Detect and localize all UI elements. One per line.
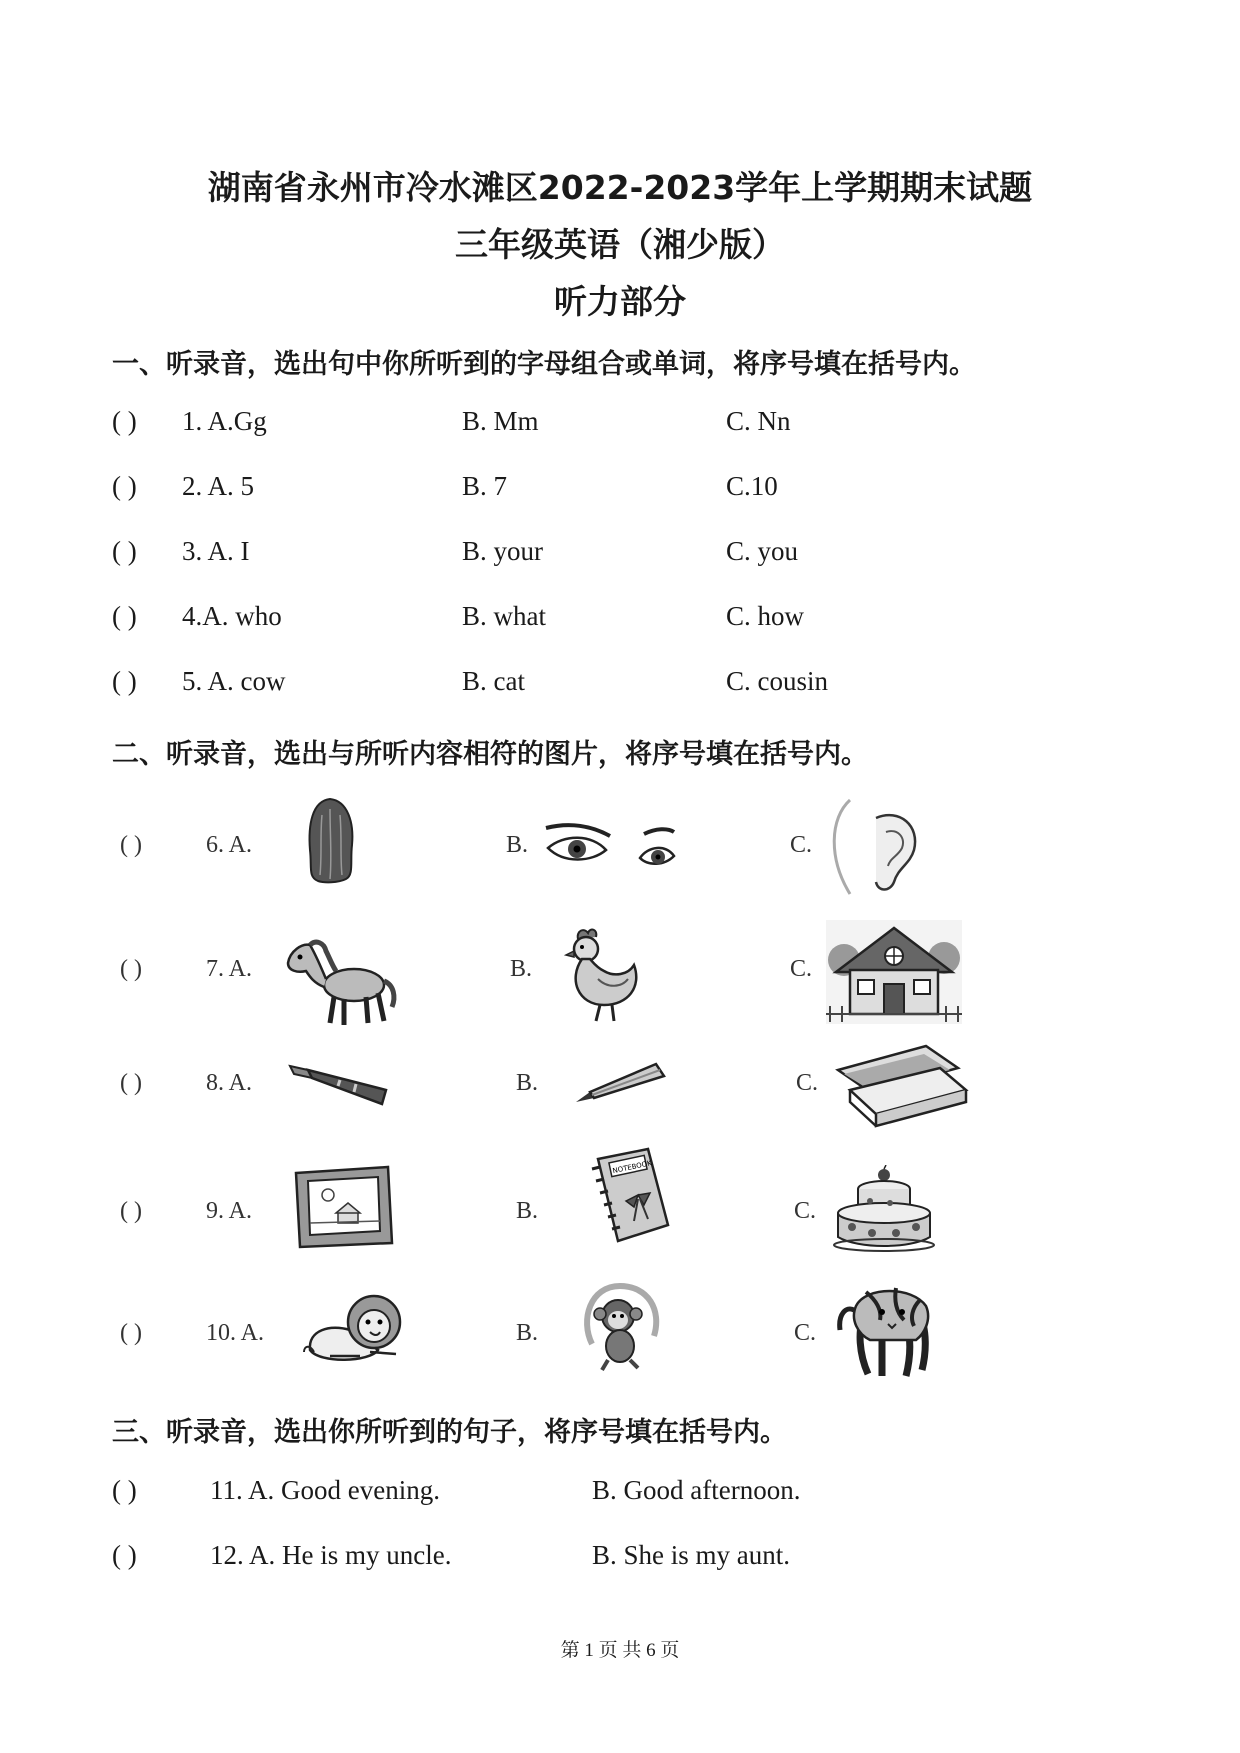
question-row-5: [112, 666, 1112, 710]
option-c: C. cousin: [726, 666, 829, 696]
option-b: B. cat: [462, 666, 525, 696]
question-row-2: [112, 471, 1112, 515]
question-row-4: [112, 601, 1112, 645]
option-c: C.: [790, 956, 813, 982]
lion-icon[interactable]: [300, 1290, 410, 1370]
option-b: B.: [516, 1070, 539, 1096]
option-c: C.10: [726, 471, 778, 501]
option-b: B. your: [462, 536, 543, 566]
answer-bracket[interactable]: ( ): [120, 832, 142, 858]
pencil-icon[interactable]: [572, 1058, 668, 1108]
option-b: B. She is my aunt.: [592, 1540, 791, 1570]
hair-icon[interactable]: [300, 795, 360, 885]
option-a: 3. A. I: [182, 536, 250, 566]
page-number: 第 1 页 共 6 页: [560, 1640, 680, 1661]
option-c: C.: [790, 832, 813, 858]
monkey-icon[interactable]: [576, 1280, 666, 1374]
sentence-question-12: [112, 1540, 1112, 1584]
house-icon[interactable]: [826, 920, 962, 1024]
sentence-question-11: [112, 1475, 1112, 1519]
option-a: 10. A.: [206, 1320, 265, 1346]
option-c: C. how: [726, 601, 805, 631]
answer-bracket[interactable]: ( ): [112, 601, 137, 631]
cake-icon[interactable]: [828, 1165, 938, 1255]
section3-heading: 三、听录音，选出你所听到的句子，将序号填在括号内。: [112, 1417, 787, 1448]
option-c: C.: [794, 1198, 817, 1224]
option-b: B.: [506, 832, 529, 858]
question-row-3: [112, 536, 1112, 580]
option-a: 7. A.: [206, 956, 253, 982]
answer-bracket[interactable]: ( ): [112, 536, 137, 566]
answer-bracket[interactable]: ( ): [112, 471, 137, 501]
part-title: 听力部分: [554, 282, 686, 321]
picture-frame-icon[interactable]: [292, 1165, 396, 1249]
answer-bracket[interactable]: ( ): [120, 1320, 142, 1346]
option-a: 5. A. cow: [182, 666, 286, 696]
option-c: C.: [794, 1320, 817, 1346]
exam-title: 湖南省永州市冷水滩区2022-2023学年上学期期末试题: [207, 168, 1033, 207]
answer-bracket[interactable]: ( ): [112, 1475, 137, 1505]
answer-bracket[interactable]: ( ): [112, 1540, 137, 1570]
notebook-icon[interactable]: [578, 1145, 674, 1249]
option-a: 12. A. He is my uncle.: [210, 1540, 452, 1570]
section2-heading: 二、听录音，选出与所听内容相符的图片，将序号填在括号内。: [112, 739, 868, 770]
option-a: 11. A. Good evening.: [210, 1475, 440, 1505]
tiger-icon[interactable]: [836, 1270, 942, 1382]
option-a: 1. A.Gg: [182, 406, 267, 436]
answer-bracket[interactable]: ( ): [120, 1198, 142, 1224]
option-b: B.: [516, 1198, 539, 1224]
svg-text:NOTEBOOK: NOTEBOOK: [611, 1159, 653, 1176]
horse-icon[interactable]: [280, 935, 400, 1030]
option-b: B.: [510, 956, 533, 982]
section1-heading: 一、听录音，选出句中你所听到的字母组合或单词，将序号填在括号内。: [112, 349, 976, 380]
ear-icon[interactable]: [820, 798, 930, 898]
option-a: 4.A. who: [182, 601, 282, 631]
option-a: 8. A.: [206, 1070, 253, 1096]
exam-subtitle: 三年级英语（湘少版）: [455, 225, 785, 264]
option-a: 2. A. 5: [182, 471, 255, 501]
option-a: 6. A.: [206, 832, 253, 858]
answer-bracket[interactable]: ( ): [120, 956, 142, 982]
option-a: 9. A.: [206, 1198, 253, 1224]
option-c: C. you: [726, 536, 799, 566]
pen-icon[interactable]: [286, 1060, 396, 1110]
option-b: B. 7: [462, 471, 508, 501]
eyes-icon[interactable]: [540, 820, 680, 880]
option-b: B. Good afternoon.: [592, 1475, 801, 1505]
question-row-1: [112, 406, 1112, 450]
answer-bracket[interactable]: ( ): [120, 1070, 142, 1096]
option-c: C. Nn: [726, 406, 791, 436]
hen-icon[interactable]: [548, 925, 648, 1025]
answer-bracket[interactable]: ( ): [112, 666, 137, 696]
answer-bracket[interactable]: ( ): [112, 406, 137, 436]
option-b: B. Mm: [462, 406, 539, 436]
pencil-box-icon[interactable]: [830, 1040, 970, 1130]
option-b: B.: [516, 1320, 539, 1346]
option-b: B. what: [462, 601, 546, 631]
option-c: C.: [796, 1070, 819, 1096]
